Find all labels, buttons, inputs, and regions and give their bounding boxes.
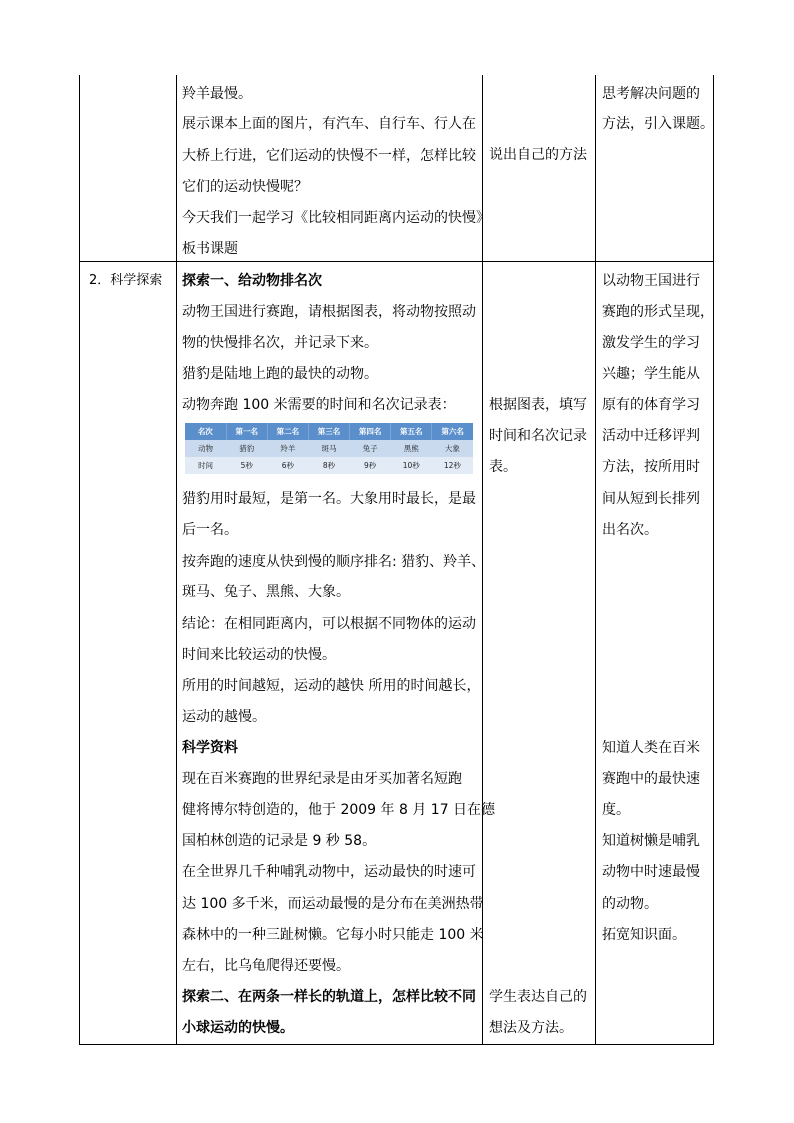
record-table-cell: 9秒 (350, 457, 391, 474)
explore-line: 所用的时间越短，运动的越快 所用的时间越长， (182, 678, 481, 694)
explore-line: 物的快慢排名次，并记录下来。 (182, 335, 378, 351)
record-table-cell: 猎豹 (226, 440, 267, 457)
student-activity: 根据图表，填写 (489, 397, 587, 413)
section-label: 2．科学探索 (89, 273, 163, 288)
record-table-cell: 10秒 (391, 457, 432, 474)
intro-line: 它们的运动快慢呢？ (182, 179, 308, 195)
intro-line: 今天我们一起学习《比较相同距离内运动的快慢》 (182, 210, 490, 226)
student-activity: 学生表达自己的 (489, 989, 587, 1005)
table-col-divider-1 (176, 75, 177, 1045)
student-activity: 表。 (489, 459, 517, 475)
design-intent: 思考解决问题的 (602, 86, 700, 102)
design-intent: 以动物王国进行 (602, 273, 700, 289)
explore-line: 森林中的一种三趾树懒。它每小时只能走 100 米 (182, 927, 484, 943)
explore-line: 结论：在相同距离内，可以根据不同物体的运动 (182, 616, 476, 632)
design-intent: 出名次。 (602, 522, 658, 538)
explore-two-heading: 探索二、在两条一样长的轨道上，怎样比较不同 (182, 989, 476, 1005)
table-col-divider-3 (595, 75, 596, 1045)
record-table-cell: 时间 (185, 457, 226, 474)
animal-record-table (185, 423, 473, 474)
table-border-left (79, 75, 80, 1045)
explore-line: 时间来比较运动的快慢。 (182, 647, 336, 663)
record-table-cell: 第一名 (226, 423, 267, 440)
design-intent: 原有的体育学习 (602, 397, 700, 413)
record-table-animal-row (185, 440, 473, 457)
design-intent: 的动物。 (602, 896, 658, 912)
record-table-cell: 第二名 (267, 423, 308, 440)
student-activity: 时间和名次记录 (489, 428, 587, 444)
design-intent: 知道人类在百米 (602, 740, 700, 756)
design-intent: 兴趣；学生能从 (602, 366, 700, 382)
record-table-cell: 第五名 (391, 423, 432, 440)
intro-line: 展示课本上面的图片，有汽车、自行车、行人在 (182, 116, 476, 132)
design-intent: 知道树懒是哺乳 (602, 833, 700, 849)
design-intent: 赛跑中的最快速 (602, 771, 700, 787)
explore-line: 左右，比乌龟爬得还要慢。 (182, 958, 350, 974)
explore-line: 健将博尔特创造的，他于 2009 年 8 月 17 日在德 (182, 802, 496, 818)
table-row-divider (79, 261, 714, 262)
design-intent: 方法，引入课题。 (602, 116, 714, 132)
record-table-cell: 羚羊 (267, 440, 308, 457)
intro-line: 板书课题 (182, 241, 238, 257)
explore-line: 按奔跑的速度从快到慢的顺序排名: 猎豹、羚羊、 (182, 554, 486, 570)
table-border-bottom (79, 1044, 714, 1045)
explore-line: 国柏林创造的记录是 9 秒 58。 (182, 833, 377, 849)
design-intent: 活动中迁移评判 (602, 428, 700, 444)
explore-line: 运动的越慢。 (182, 709, 266, 725)
table-border-right (713, 75, 714, 1045)
record-table-cell: 斑马 (308, 440, 349, 457)
explore-one-heading: 探索一、给动物排名次 (182, 273, 322, 289)
intro-line: 大桥上行进，它们运动的快慢不一样，怎样比较 (182, 148, 476, 164)
explore-line: 动物王国进行赛跑，请根据图表，将动物按照动 (182, 304, 476, 320)
record-table-cell: 12秒 (432, 457, 473, 474)
explore-line: 猎豹是陆地上跑的最快的动物。 (182, 366, 378, 382)
explore-line: 达 100 多千米，而运动最慢的是分布在美洲热带 (182, 896, 484, 912)
record-table-cell: 第六名 (432, 423, 473, 440)
design-intent: 方法，按所用时 (602, 459, 700, 475)
design-intent: 间从短到长排列 (602, 491, 700, 507)
intro-line: 羚羊最慢。 (182, 86, 252, 102)
record-table-caption: 动物奔跑 100 米需要的时间和名次记录表： (182, 397, 456, 413)
design-intent: 度。 (602, 802, 630, 818)
design-intent: 动物中时速最慢 (602, 864, 700, 880)
record-table-cell: 大象 (432, 440, 473, 457)
record-table-cell: 兔子 (350, 440, 391, 457)
record-table-time-row (185, 457, 473, 474)
record-table-header-row (185, 423, 473, 440)
record-table-cell: 动物 (185, 440, 226, 457)
explore-two-heading: 小球运动的快慢。 (182, 1020, 294, 1036)
explore-line: 现在百米赛跑的世界纪录是由牙买加著名短跑 (182, 771, 462, 787)
explore-line: 斑马、兔子、黑熊、大象。 (182, 584, 350, 600)
explore-line: 后一名。 (182, 522, 238, 538)
science-material-heading: 科学资料 (182, 740, 238, 756)
design-intent: 激发学生的学习 (602, 335, 700, 351)
student-activity: 说出自己的方法 (489, 147, 587, 163)
record-table-cell: 6秒 (267, 457, 308, 474)
record-table-cell: 第四名 (350, 423, 391, 440)
explore-line: 猎豹用时最短，是第一名。大象用时最长，是最 (182, 491, 476, 507)
record-table-cell: 第三名 (308, 423, 349, 440)
explore-line: 在全世界几千种哺乳动物中，运动最快的时速可 (182, 864, 476, 880)
design-intent: 赛跑的形式呈现， (602, 304, 714, 320)
record-table-cell: 名次 (185, 423, 226, 440)
design-intent: 拓宽知识面。 (602, 927, 686, 943)
record-table-cell: 黑熊 (391, 440, 432, 457)
record-table-cell: 8秒 (308, 457, 349, 474)
record-table-cell: 5秒 (226, 457, 267, 474)
student-activity: 想法及方法。 (489, 1020, 573, 1036)
